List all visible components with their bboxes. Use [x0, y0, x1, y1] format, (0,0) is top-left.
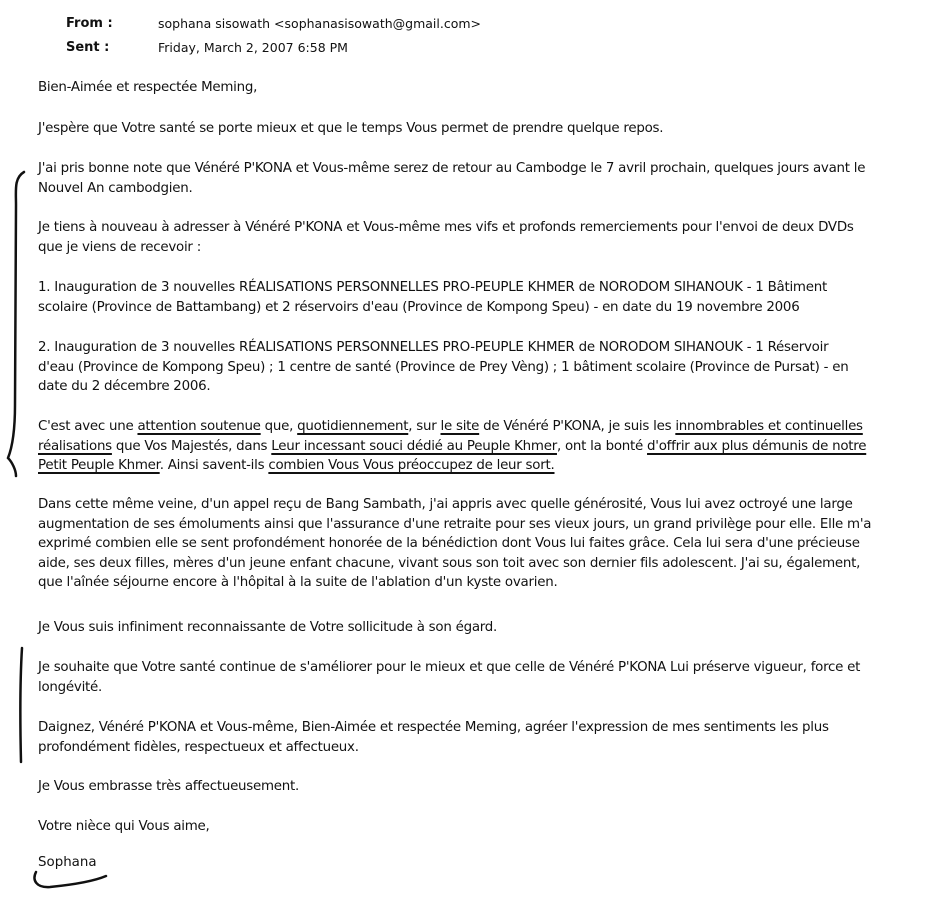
sent-label: Sent : — [66, 40, 110, 55]
sent-row — [66, 40, 481, 64]
underline-innombrables: innombrables et continuelles — [675, 419, 863, 434]
paragraph-daignez: Daignez, Vénéré P'KONA et Vous-même, Bien-Aimée et respectée Meming, agréer l'expression de mes sentiments les plus profondément fidèles, respectueux et affectueux. — [38, 720, 829, 755]
paragraph-wishes: Je souhaite que Votre santé continue de s'améliorer pour le mieux et que celle de Vénéré P'KONA Lui préserve vigueur, force et longévité. — [38, 660, 861, 695]
left-bracket-mark — [20, 648, 22, 762]
underline-site: le site — [440, 419, 480, 434]
signature-underline-mark — [35, 872, 106, 887]
paragraph-health: J'espère que Votre santé se porte mieux et que le temps Vous permet de prendre quelque repos. — [38, 121, 664, 136]
list-item-2: 2. Inauguration de 3 nouvelles RÉALISATIONS PERSONNELLES PRO-PEUPLE KHMER de NORODOM SIHANOUK - 1 Réservoir d'eau (Province de Kompong Speu) ; 1 centre de santé (Province de Prey Vèng) ; 1 bâtiment scolaire (Province de Pursat) - en date du 2 décembre 2006. — [38, 340, 849, 395]
closing-line: Votre nièce qui Vous aime, — [38, 819, 210, 834]
paragraph-embrace: Je Vous embrasse très affectueusement. — [38, 779, 300, 794]
underline-offrir: d'offrir aux plus démunis de notre — [647, 438, 867, 454]
sent-value: Friday, March 2, 2007 6:58 PM — [158, 40, 348, 55]
from-row — [66, 16, 481, 40]
list-item-1: 1. Inauguration de 3 nouvelles RÉALISATIONS PERSONNELLES PRO-PEUPLE KHMER de NORODOM SIHANOUK - 1 Bâtiment scolaire (Province de Battambang) et 2 réservoirs d'eau (Province de Kompong Speu) - en date du 19 novembre 2006 — [38, 280, 827, 315]
paragraph-gratitude: Je Vous suis infiniment reconnaissante de Votre sollicitude à son égard. — [38, 620, 498, 635]
from-label: From : — [66, 16, 113, 31]
email-header — [66, 16, 481, 64]
left-brace-mark — [8, 172, 24, 476]
paragraph-thanks-dvds: Je tiens à nouveau à adresser à Vénéré P'KONA et Vous-même mes vifs et profonds remerciements pour l'envoi de deux DVDs que je viens de recevoir : — [38, 220, 854, 255]
underline-quotidiennement: quotidiennement — [297, 419, 409, 434]
from-value: sophana sisowath <sophanasisowath@gmail.com> — [158, 16, 482, 31]
paragraph-bang-sambath: Dans cette même veine, d'un appel reçu de Bang Sambath, j'ai appris avec quelle générosité, Vous lui avez octroyé une large augmentation de ses émoluments ainsi que l'assurance d'une retraite pour ses vieux jours, un grand privilège pour elle. Elle m'a exprimé combien elle se sent profondément honorée de la bénédiction dont Vous lui faites grâce. Cela lui sera d'une précieuse aide, ses deux filles, mères d'un jeune enfant chacune, vivant sous son toit avec son dernier fils adolescent. J'ai su, également, que l'aînée séjourne encore à l'hôpital à la suite de l'ablation d'un kyste ovarien. — [38, 497, 872, 591]
paragraph-return-date: J'ai pris bonne note que Vénéré P'KONA et Vous-même serez de retour au Cambodge le 7 avril prochain, quelques jours avant le Nouvel An cambodgien. — [38, 161, 866, 196]
underline-souci: Leur incessant souci dédié au Peuple Khmer — [271, 438, 557, 454]
signature-name: Sophana — [38, 855, 97, 870]
underline-attention: attention soutenue — [137, 419, 261, 434]
paragraph-attention: C'est avec une attention soutenue que, quotidiennement, sur le site de Vénéré P'KONA, je suis les innombrables et continuelles réalisations que Vos Majestés, dans Leur incessant souci dédié au Peuple Khmer, ont la bonté d'offrir aux plus démunis de notre Petit Peuple Khmer. Ainsi savent-ils combien Vous Vous préoccupez de leur sort. — [38, 419, 867, 474]
underline-realisations: réalisations — [38, 438, 112, 454]
underline-sort: combien Vous Vous préoccupez de leur sort. — [268, 458, 555, 474]
greeting: Bien-Aimée et respectée Meming, — [38, 80, 258, 95]
underline-petit-peuple: Petit Peuple Khmer — [38, 458, 160, 474]
